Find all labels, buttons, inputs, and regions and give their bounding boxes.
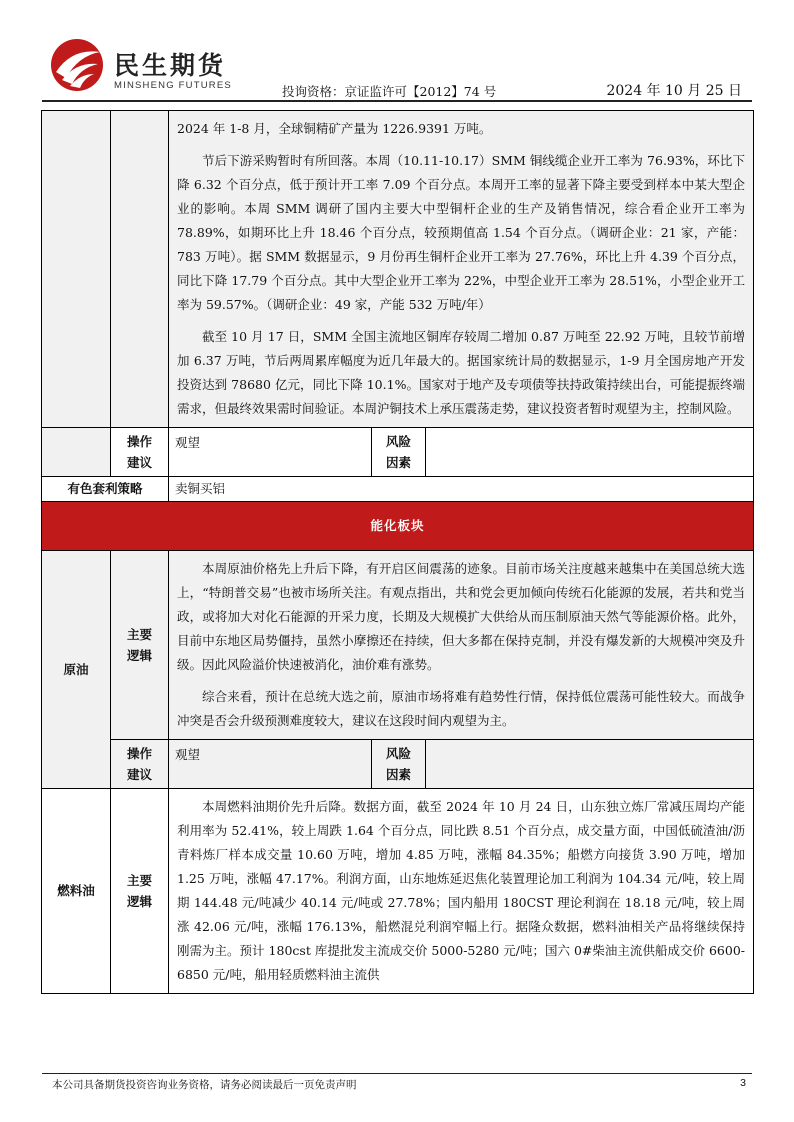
footer-divider	[42, 1073, 752, 1074]
crude-logic-row	[42, 551, 754, 740]
copper-paragraph: 截至 10 月 17 日，SMM 全国主流地区铜库存较周二增加 0.87 万吨至 22.92 万吨，且较节前增加 6.37 万吨，节后两周累库幅度为近几年最大的。据国家统计局的数据显示，1-9 月全国房地产开发投资达到 78680 亿元，同比下降 10.1%。国家对于地产及专项债等扶持政策持续出台，可能提振终端需求，但最终效果需时间验证。本周沪铜技术上承压震荡走势，建议投资者暂时观望为主，控制风险。	[177, 329, 746, 416]
fuel-logic-content	[169, 789, 754, 994]
crude-logic-content	[169, 551, 754, 740]
header-divider	[42, 100, 752, 102]
copper-logic-label-cell	[111, 111, 169, 428]
copper-operation-row	[42, 428, 754, 477]
copper-name-cell	[42, 111, 111, 428]
strategy-table	[41, 110, 754, 994]
brand-name-en: MINSHENG FUTURES	[114, 80, 232, 91]
copper-risk-value	[426, 428, 754, 477]
crude-logic-label: 主要 逻辑	[111, 551, 169, 740]
crude-op-value: 观望	[169, 740, 372, 789]
copper-op-label: 操作 建议	[111, 428, 169, 477]
page-number: 3	[740, 1077, 746, 1089]
copper-paragraph: 节后下游采购暂时有所回落。本周（10.11-10.17）SMM 铜线缆企业开工率为 76.93%，环比下降 6.32 个百分点，低于预计开工率 7.09 个百分点。本周开工率的显著下降主要受到样本中某大型企业的影响。本周 SMM 调研了国内主要大中型铜杆企业的生产及销售情况，综合看企业开工率为 78.89%，如期环比上升 18.46 个百分点，较预期值高 1.54 个百分点。（调研企业：21 家，产能：783 万吨）。据 SMM 数据显示，9 月份再生铜杆企业开工率为 27.76%，环比上升 4.39 个百分点，同比下降 17.79 个百分点。其中大型企业开工率为 22%，中型企业开工率为 28.51%，小型企业开工率为 59.57%。（调研企业：49 家，产能 532 万吨/年）	[177, 153, 746, 312]
copper-empty-cell	[42, 428, 111, 477]
copper-paragraph: 2024 年 1-8 月，全球铜精矿产量为 1226.9391 万吨。	[177, 121, 492, 136]
license-text: 投询资格：京证监许可【2012】74 号	[282, 84, 497, 99]
section-bar-row	[42, 502, 754, 551]
fuel-logic-row	[42, 789, 754, 994]
crude-paragraph: 本周原油价格先上升后下降，有开启区间震荡的迹象。目前市场关注度越来越集中在美国总统大选上，“特朗普交易”也被市场所关注。有观点指出，共和党会更加倾向传统石化能源的发展，若共和党当政，或将加大对化石能源的开采力度，长期及大规模扩大供给从而压制原油天然气等能源价格。此外，目前中东地区局势僵持，虽然小摩擦还在持续，但大多都在保持克制，并没有爆发新的大规模冲突及升级。因此风险溢价快速被消化，油价难有涨势。	[177, 561, 746, 672]
footer-disclaimer: 本公司具备期货投资咨询业务资格，请务必阅读最后一页免责声明	[52, 1079, 357, 1091]
crude-operation-row	[42, 740, 754, 789]
minsheng-logo-icon	[48, 38, 106, 92]
brand-name-cn: 民生期货	[114, 51, 227, 80]
arbitrage-value: 卖铜买铝	[169, 477, 754, 502]
report-date: 2024 年 10 月 25 日	[606, 83, 742, 99]
arbitrage-row	[42, 477, 754, 502]
copper-op-value: 观望	[169, 428, 372, 477]
section-title: 能化板块	[42, 502, 754, 551]
copper-risk-label: 风险 因素	[372, 428, 426, 477]
crude-paragraph: 综合来看，预计在总统大选之前，原油市场将难有趋势性行情，保持低位震荡可能性较大。而战争冲突是否会升级预测难度较大，建议在这段时间内观望为主。	[177, 689, 746, 728]
crude-risk-value	[426, 740, 754, 789]
copper-logic-content	[169, 111, 754, 428]
fuel-paragraph: 本周燃料油期价先升后降。数据方面，截至 2024 年 10 月 24 日，山东独立炼厂常减压周均产能利用率为 52.41%，较上周跌 1.64 个百分点，同比跌 8.51 个百分点，成交量方面，中国低硫渣油/沥青料炼厂样本成交量 10.60 万吨，增加 4.85 万吨，涨幅 84.35%；船燃方向接货 3.90 万吨，增加 1.25 万吨，涨幅 47.17%。利润方面，山东地炼延迟焦化装置理论加工利润为 104.34 元/吨，较上周期 144.48 元/吨减少 40.14 元/吨或 27.78%；国内船用 180CST 理论利润在 18.18 元/吨，较上周涨 42.06 元/吨，涨幅 176.13%，船燃混兑利润窄幅上行。据隆众数据，燃料油相关产品将继续保持刚需为主。预计 180cst 库提批发主流成交价 5000-5280 元/吨；国六 0#柴油主流供船成交价 6600-6850 元/吨，船用轻质燃料油主流供	[177, 799, 746, 982]
crude-op-label: 操作 建议	[111, 740, 169, 789]
fuel-logic-label: 主要 逻辑	[111, 789, 169, 994]
crude-risk-label: 风险 因素	[372, 740, 426, 789]
copper-logic-row	[42, 111, 754, 428]
arbitrage-label: 有色套利策略	[42, 477, 169, 502]
fuel-name: 燃料油	[42, 789, 111, 994]
crude-name: 原油	[42, 551, 111, 789]
